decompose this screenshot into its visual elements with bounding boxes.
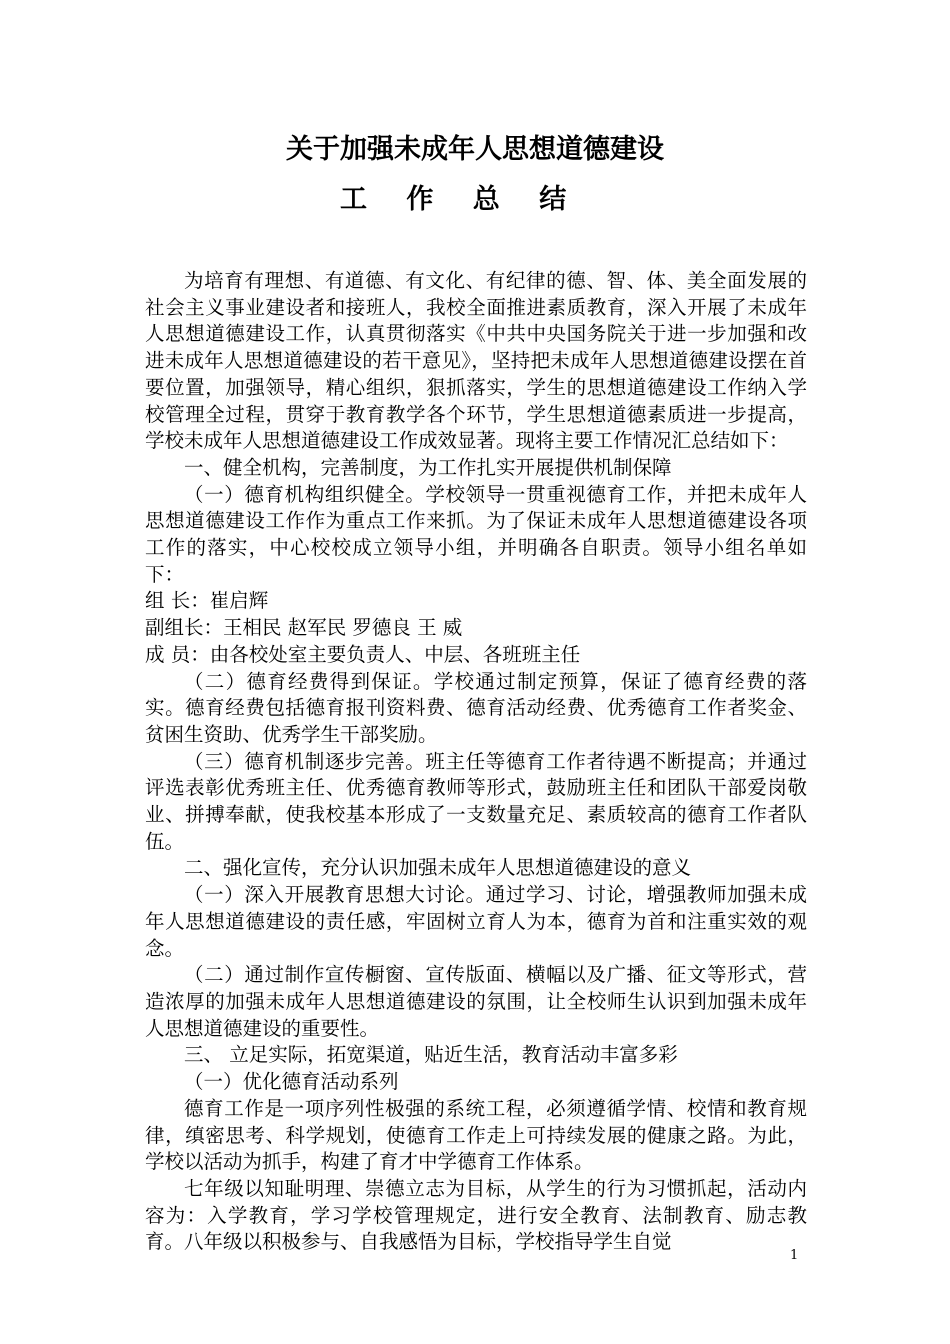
members-line: 成 员：由各校处室主要负责人、中层、各班班主任 bbox=[145, 642, 581, 666]
paragraph-1-1: （一）德育机构组织健全。学校领导一贯重视德育工作，并把未成年人思想道德建设工作作为重点工作来抓。为了保证未成年人思想道德建设各项工作的落实，中心校校成立领导小组，并明确各自职责。领导小组名单如下： bbox=[145, 482, 807, 586]
paragraph-3-1-a: 德育工作是一项序列性极强的系统工程，必须遵循学情、校情和教育规律，缜密思考、科学规划，使德育工作走上可持续发展的健康之路。为此，学校以活动为抓手，构建了育才中学德育工作体系。 bbox=[145, 1096, 807, 1174]
heading-section-2: 二、强化宣传，充分认识加强未成年人思想道德建设的意义 bbox=[184, 856, 692, 880]
heading-section-3: 三、 立足实际，拓宽渠道，贴近生活，教育活动丰富多彩 bbox=[184, 1043, 678, 1067]
heading-section-1: 一、健全机构，完善制度，为工作扎实开展提供机制保障 bbox=[184, 455, 672, 479]
paragraph-2-1: （一）深入开展教育思想大讨论。通过学习、讨论，增强教师加强未成年人思想道德建设的责任感，牢固树立育人为本，德育为首和注重实效的观念。 bbox=[145, 883, 807, 960]
deputy-leader-line: 副组长：王相民 赵军民 罗德良 王 威 bbox=[145, 616, 463, 640]
paragraph-intro: 为培育有理想、有道德、有文化、有纪律的德、智、体、美全面发展的社会主义事业建设者和接班人，我校全面推进素质教育，深入开展了未成年人思想道德建设工作，认真贯彻落实《中共中央国务院关于进一步加强和改进未成年人思想道德建设的若干意见》，坚持把未成年人思想道德建设摆在首要位置，加强领导，精心组织，狠抓落实，学生的思想道德建设工作纳入学校管理全过程，贯穿于教育教学各个环节，学生思想道德素质进一步提高，学校未成年人思想道德建设工作成效显著。现将主要工作情况汇总结如下： bbox=[145, 269, 807, 453]
heading-section-3-1: （一）优化德育活动系列 bbox=[184, 1070, 399, 1094]
document-body bbox=[145, 268, 807, 1256]
document-subtitle: 工 作 总 结 bbox=[340, 184, 582, 215]
paragraph-1-3: （三）德育机制逐步完善。班主任等德育工作者待遇不断提高；并通过评选表彰优秀班主任、优秀德育教师等形式，鼓励班主任和团队干部爱岗敬业、拼搏奉献，使我校基本形成了一支数量充足、素质较高的德育工作者队伍。 bbox=[145, 749, 807, 853]
document-title: 关于加强未成年人思想道德建设 bbox=[286, 134, 664, 165]
page-number: 1 bbox=[790, 1248, 799, 1263]
leader-line: 组 长：崔启辉 bbox=[145, 589, 269, 613]
paragraph-2-2: （二）通过制作宣传橱窗、宣传版面、横幅以及广播、征文等形式，营造浓厚的加强未成年人思想道德建设的氛围，让全校师生认识到加强未成年人思想道德建设的重要性。 bbox=[145, 963, 807, 1040]
paragraph-3-1-b: 七年级以知耻明理、崇德立志为目标，从学生的行为习惯抓起，活动内容为：入学教育，学习学校管理规定，进行安全教育、法制教育、励志教育。八年级以积极参与、自我感悟为目标，学校指导学生自觉 bbox=[145, 1176, 807, 1254]
paragraph-1-2: （二）德育经费得到保证。学校通过制定预算，保证了德育经费的落实。德育经费包括德育报刊资料费、德育活动经费、优秀德育工作者奖金、贫困生资助、优秀学生干部奖励。 bbox=[145, 669, 807, 746]
